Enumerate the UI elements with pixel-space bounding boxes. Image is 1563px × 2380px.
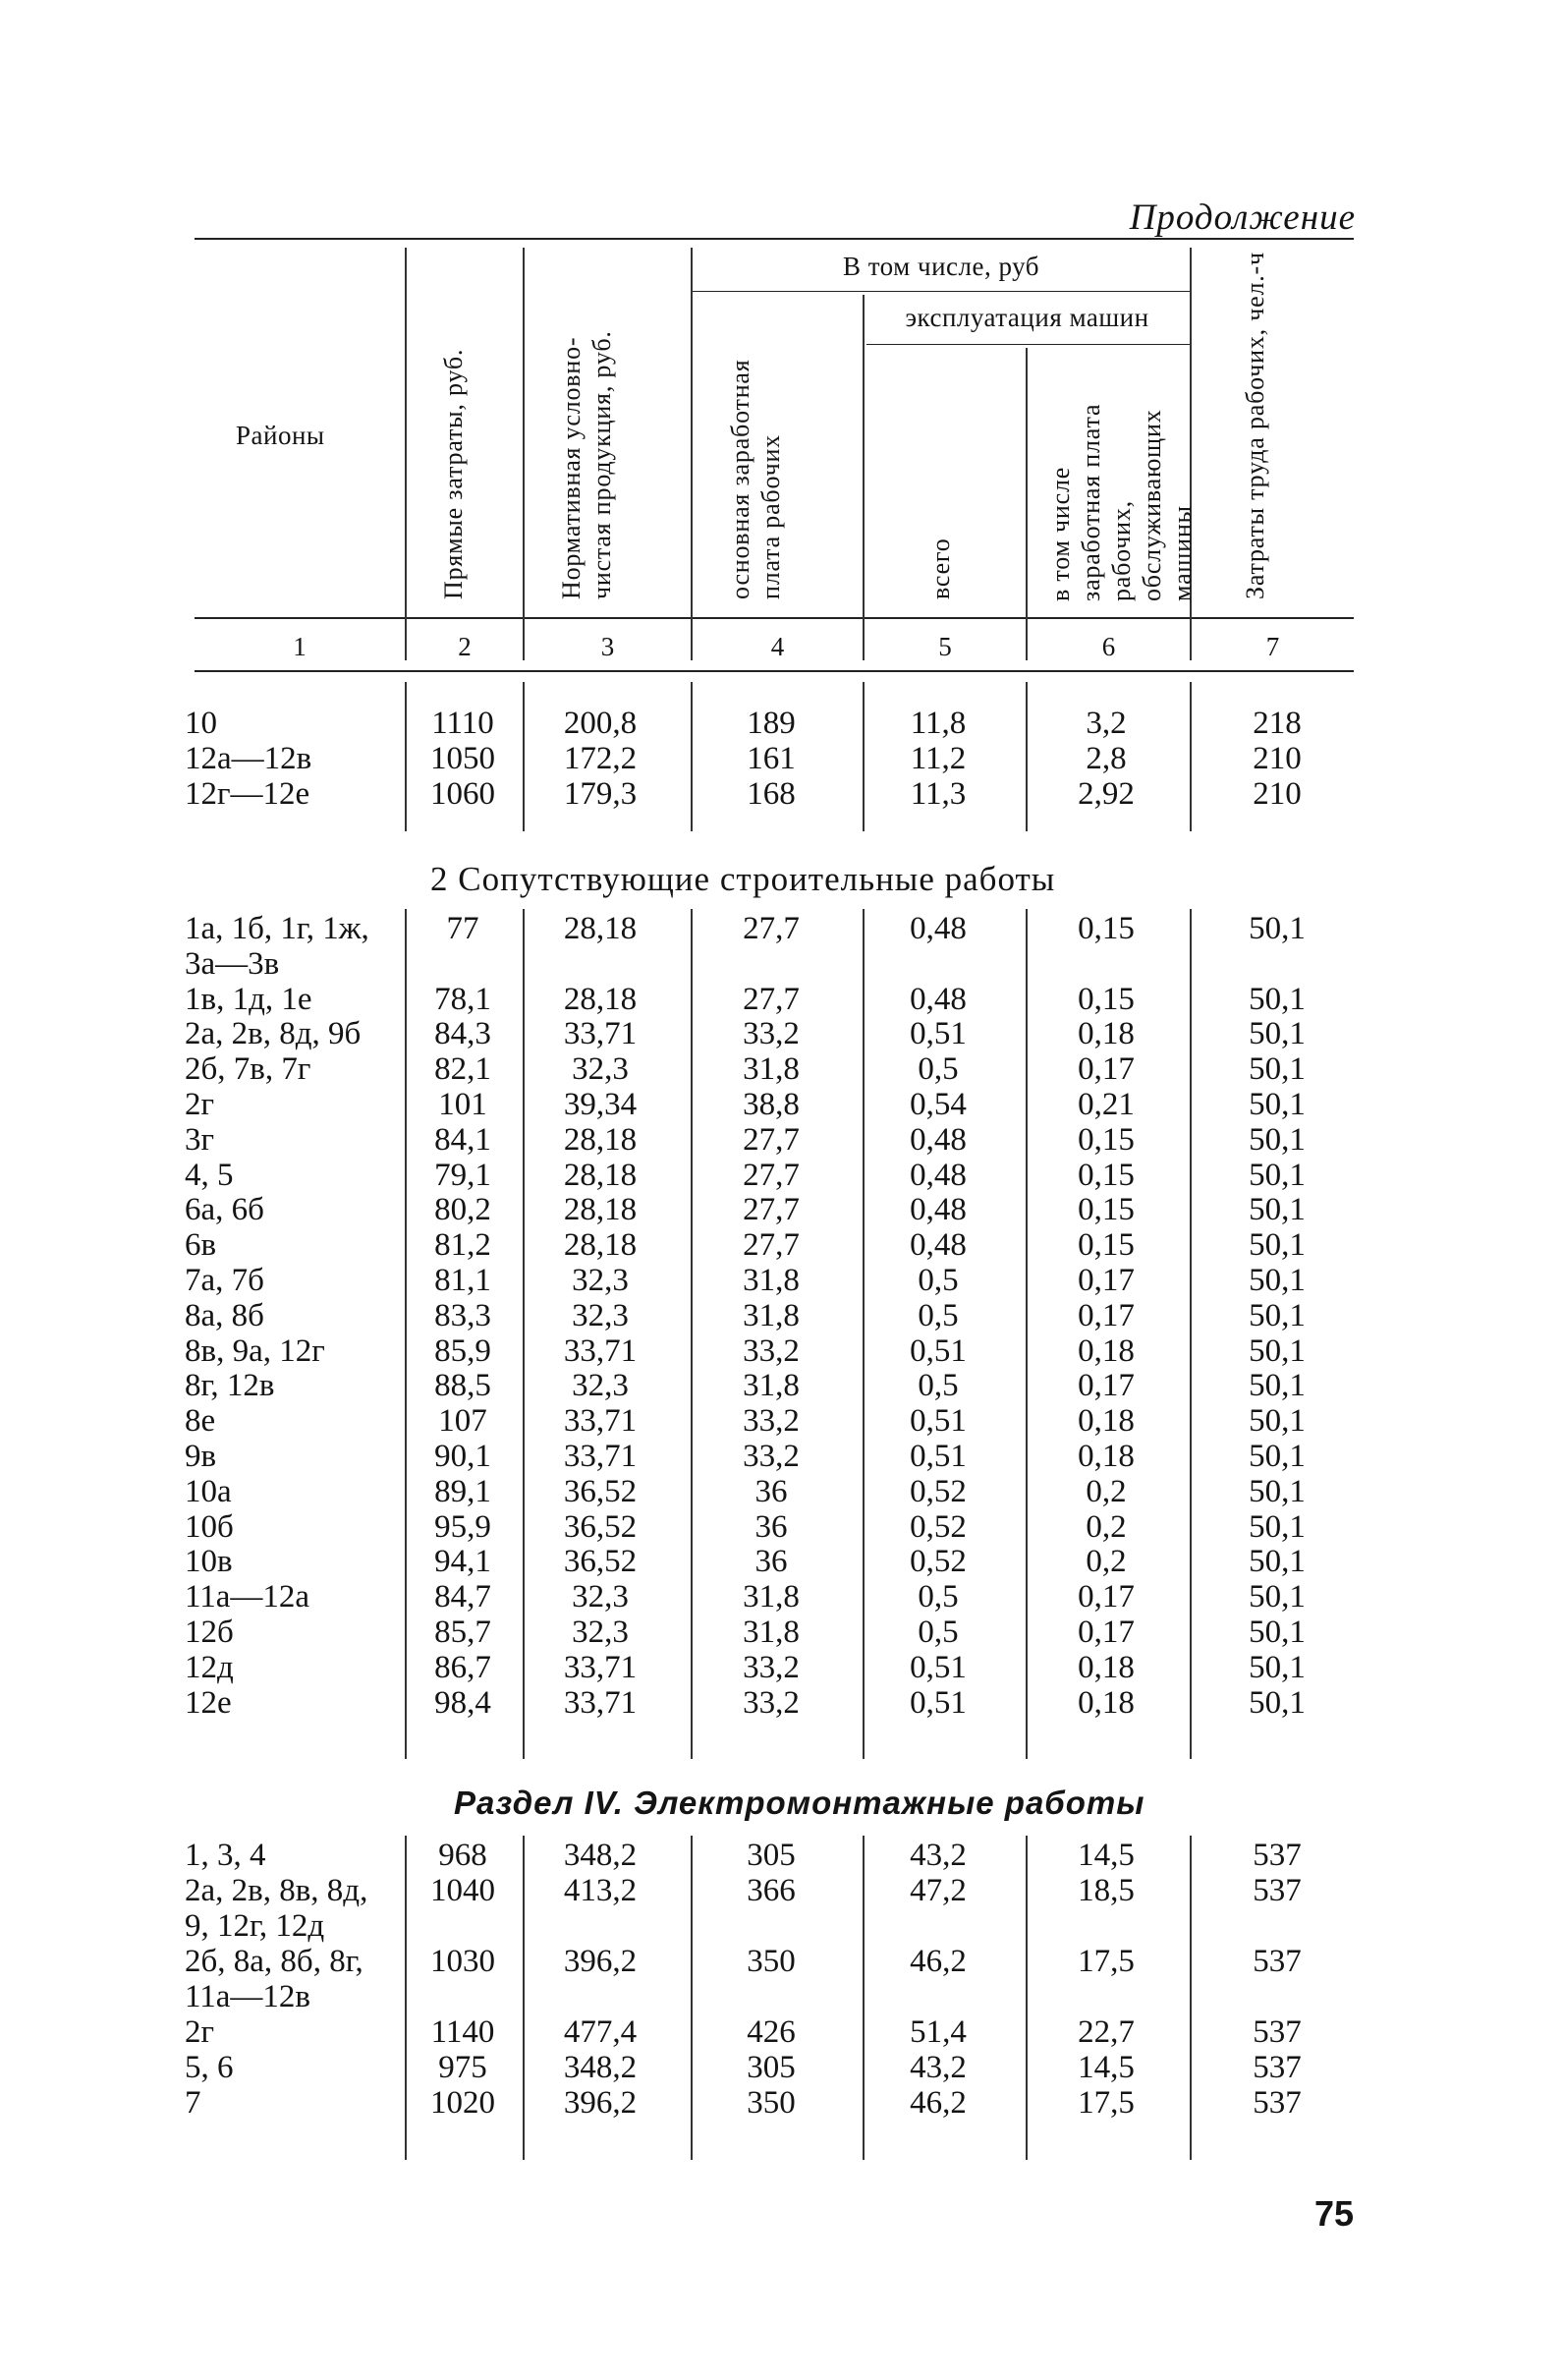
col-number: 4 — [770, 632, 785, 661]
value-cell: 0,5 — [918, 1297, 959, 1333]
value-cell: 14,5 — [1078, 2050, 1135, 2085]
header-including: В том числе, руб — [842, 252, 1040, 281]
value-cell: 11,3 — [910, 776, 967, 812]
value-cell: 0,17 — [1078, 1579, 1135, 1615]
value-cell: 1140 — [430, 2014, 495, 2050]
table-row — [0, 1016, 1563, 1051]
table-row — [0, 1650, 1563, 1685]
value-cell: 90,1 — [434, 1439, 491, 1474]
table-row — [0, 1051, 1563, 1087]
region-cell: 10а — [185, 1473, 232, 1509]
value-cell: 50,1 — [1249, 1016, 1306, 1052]
value-cell: 50,1 — [1249, 1332, 1306, 1369]
value-cell: 0,17 — [1078, 1051, 1135, 1088]
value-cell: 0,15 — [1078, 911, 1135, 946]
value-cell: 39,34 — [563, 1087, 638, 1122]
region-cell: 10 — [185, 706, 217, 741]
value-cell: 0,5 — [918, 1051, 959, 1088]
value-cell: 50,1 — [1249, 1684, 1306, 1721]
table-row — [0, 982, 1563, 1017]
value-cell: 33,71 — [563, 1684, 638, 1721]
value-cell: 27,7 — [743, 911, 800, 946]
value-cell: 975 — [438, 2050, 487, 2085]
table-row — [0, 1944, 1563, 1979]
col-separator — [405, 248, 407, 660]
value-cell: 0,18 — [1078, 1439, 1135, 1474]
value-cell: 0,52 — [910, 1473, 967, 1509]
value-cell: 0,51 — [910, 1439, 967, 1474]
region-cell: 2а, 2в, 8д, 9б — [185, 1016, 362, 1052]
value-cell: 477,4 — [563, 2014, 638, 2050]
region-cell: 8а, 8б — [185, 1297, 264, 1333]
value-cell: 94,1 — [434, 1544, 491, 1580]
value-cell: 0,17 — [1078, 1615, 1135, 1650]
value-cell: 1060 — [430, 776, 495, 812]
value-cell: 210 — [1253, 741, 1302, 776]
value-cell: 50,1 — [1249, 911, 1306, 946]
value-cell: 0,17 — [1078, 1297, 1135, 1333]
table-row — [0, 2085, 1563, 2121]
value-cell: 50,1 — [1249, 1087, 1306, 1122]
value-cell: 31,8 — [743, 1615, 800, 1650]
value-cell: 0,48 — [910, 1121, 967, 1158]
value-cell: 22,7 — [1078, 2014, 1135, 2050]
value-cell: 350 — [747, 1944, 796, 1979]
table-row — [0, 1158, 1563, 1193]
value-cell: 50,1 — [1249, 1157, 1306, 1193]
value-cell: 50,1 — [1249, 1051, 1306, 1088]
value-cell: 18,5 — [1078, 1873, 1135, 1908]
value-cell: 79,1 — [434, 1157, 491, 1193]
region-cell: 12е — [185, 1684, 232, 1721]
value-cell: 0,5 — [918, 1263, 959, 1298]
value-cell: 0,51 — [910, 1332, 967, 1369]
value-cell: 50,1 — [1249, 1579, 1306, 1615]
value-cell: 161 — [747, 741, 796, 776]
value-cell: 36,52 — [563, 1544, 638, 1580]
value-cell: 32,3 — [572, 1368, 629, 1404]
value-cell: 0,54 — [910, 1087, 967, 1122]
value-cell: 36,52 — [563, 1508, 638, 1545]
value-cell: 33,2 — [743, 1403, 800, 1440]
table-row — [0, 1192, 1563, 1227]
table-row — [0, 1087, 1563, 1122]
value-cell: 50,1 — [1249, 1615, 1306, 1650]
value-cell: 50,1 — [1249, 1192, 1306, 1228]
value-cell: 0,5 — [918, 1615, 959, 1650]
value-cell: 28,18 — [563, 1192, 638, 1228]
value-cell: 81,2 — [434, 1227, 491, 1264]
value-cell: 80,2 — [434, 1192, 491, 1228]
value-cell: 32,3 — [572, 1297, 629, 1333]
region-cell: 11а—12а — [185, 1579, 310, 1615]
value-cell: 0,51 — [910, 1403, 967, 1440]
value-cell: 0,18 — [1078, 1016, 1135, 1052]
value-cell: 11,8 — [910, 706, 967, 741]
value-cell: 27,7 — [743, 981, 800, 1017]
table-row — [0, 1227, 1563, 1263]
value-cell: 28,18 — [563, 1121, 638, 1158]
value-cell: 348,2 — [563, 2050, 638, 2085]
region-cell: 12а—12в — [185, 741, 312, 776]
col-separator — [1026, 348, 1028, 660]
value-cell: 17,5 — [1078, 2085, 1135, 2121]
value-cell: 27,7 — [743, 1192, 800, 1228]
value-cell: 210 — [1253, 776, 1302, 812]
value-cell: 189 — [747, 706, 796, 741]
value-cell: 32,3 — [572, 1615, 629, 1650]
value-cell: 0,51 — [910, 1649, 967, 1685]
value-cell: 33,2 — [743, 1649, 800, 1685]
value-cell: 2,92 — [1078, 776, 1135, 812]
value-cell: 38,8 — [743, 1087, 800, 1122]
region-cell: 7 — [185, 2085, 201, 2121]
value-cell: 200,8 — [563, 706, 638, 741]
region-cell: 10в — [185, 1544, 233, 1580]
value-cell: 33,71 — [563, 1403, 638, 1440]
region-cell: 8г, 12в — [185, 1368, 275, 1404]
machines-rule — [866, 344, 1190, 345]
table-row — [0, 946, 1563, 982]
header-region: Районы — [236, 421, 325, 450]
value-cell: 0,5 — [918, 1368, 959, 1404]
value-cell: 0,48 — [910, 981, 967, 1017]
value-cell: 46,2 — [910, 1944, 967, 1979]
value-cell: 305 — [747, 2050, 796, 2085]
value-cell: 98,4 — [434, 1684, 491, 1721]
value-cell: 537 — [1253, 1944, 1302, 1979]
table-row — [0, 1474, 1563, 1509]
value-cell: 172,2 — [563, 741, 638, 776]
region-cell: 2г — [185, 2014, 215, 2050]
value-cell: 50,1 — [1249, 1473, 1306, 1509]
col-number: 5 — [938, 632, 952, 661]
value-cell: 3,2 — [1086, 706, 1127, 741]
value-cell: 101 — [438, 1087, 487, 1122]
value-cell: 33,71 — [563, 1439, 638, 1474]
region-cell: 3г — [185, 1121, 215, 1158]
value-cell: 27,7 — [743, 1157, 800, 1193]
value-cell: 0,18 — [1078, 1403, 1135, 1440]
value-cell: 50,1 — [1249, 1121, 1306, 1158]
page-number: 75 — [1313, 2193, 1354, 2234]
value-cell: 50,1 — [1249, 1297, 1306, 1333]
table-top-rule — [195, 238, 1354, 240]
value-cell: 0,48 — [910, 1192, 967, 1228]
value-cell: 0,51 — [910, 1684, 967, 1721]
col-number: 7 — [1265, 632, 1280, 661]
value-cell: 85,7 — [434, 1615, 491, 1650]
value-cell: 88,5 — [434, 1368, 491, 1404]
table-row — [0, 1263, 1563, 1298]
value-cell: 0,2 — [1086, 1508, 1127, 1545]
region-cell: 12г—12е — [185, 776, 310, 812]
value-cell: 36 — [754, 1508, 788, 1545]
table-row — [0, 1298, 1563, 1333]
table-row — [0, 776, 1563, 812]
header-bottom-rule — [195, 617, 1354, 619]
value-cell: 2,8 — [1086, 741, 1127, 776]
region-cell: 9, 12г, 12д — [185, 1908, 325, 1944]
value-cell: 84,1 — [434, 1121, 491, 1158]
value-cell: 33,71 — [563, 1016, 638, 1052]
value-cell: 1030 — [430, 1944, 495, 1979]
value-cell: 413,2 — [563, 1873, 638, 1908]
value-cell: 84,7 — [434, 1579, 491, 1615]
section4-title: Раздел IV. Электромонтажные работы — [454, 1785, 1145, 1821]
section2-title: 2 Сопутствующие строительные работы — [430, 860, 1056, 898]
value-cell: 1110 — [431, 706, 494, 741]
value-cell: 85,9 — [434, 1332, 491, 1369]
table-row — [0, 1403, 1563, 1439]
region-cell: 12б — [185, 1615, 234, 1650]
table-row — [0, 1685, 1563, 1721]
region-cell: 12д — [185, 1649, 234, 1685]
value-cell: 0,15 — [1078, 1192, 1135, 1228]
value-cell: 0,18 — [1078, 1649, 1135, 1685]
table-row — [0, 1333, 1563, 1369]
value-cell: 1020 — [430, 2085, 495, 2121]
value-cell: 537 — [1253, 2014, 1302, 2050]
table-row — [0, 1439, 1563, 1474]
col-number: 1 — [293, 632, 307, 661]
table-row — [0, 1979, 1563, 2014]
col-number: 3 — [600, 632, 615, 661]
col-number-rule — [195, 670, 1354, 672]
table-row — [0, 1122, 1563, 1158]
value-cell: 0,18 — [1078, 1332, 1135, 1369]
value-cell: 32,3 — [572, 1579, 629, 1615]
value-cell: 84,3 — [434, 1016, 491, 1052]
region-cell: 9в — [185, 1439, 217, 1474]
value-cell: 78,1 — [434, 981, 491, 1017]
value-cell: 36 — [754, 1544, 788, 1580]
value-cell: 33,2 — [743, 1332, 800, 1369]
value-cell: 32,3 — [572, 1263, 629, 1298]
table-row — [0, 911, 1563, 946]
value-cell: 0,52 — [910, 1508, 967, 1545]
table-row — [0, 1368, 1563, 1403]
header-machines: эксплуатация машин — [905, 303, 1149, 332]
value-cell: 350 — [747, 2085, 796, 2121]
value-cell: 31,8 — [743, 1051, 800, 1088]
value-cell: 32,3 — [572, 1051, 629, 1088]
value-cell: 81,1 — [434, 1263, 491, 1298]
value-cell: 31,8 — [743, 1263, 800, 1298]
value-cell: 0,2 — [1086, 1544, 1127, 1580]
region-cell: 2а, 2в, 8в, 8д, — [185, 1873, 368, 1908]
table-row — [0, 706, 1563, 741]
value-cell: 82,1 — [434, 1051, 491, 1088]
value-cell: 0,15 — [1078, 1227, 1135, 1264]
value-cell: 33,2 — [743, 1684, 800, 1721]
value-cell: 537 — [1253, 1873, 1302, 1908]
value-cell: 31,8 — [743, 1579, 800, 1615]
continuation-label: Продолжение — [1129, 198, 1356, 238]
region-cell: 5, 6 — [185, 2050, 234, 2085]
region-cell: 1в, 1д, 1е — [185, 981, 312, 1017]
value-cell: 0,48 — [910, 911, 967, 946]
value-cell: 179,3 — [563, 776, 638, 812]
value-cell: 0,15 — [1078, 981, 1135, 1017]
region-cell: 1а, 1б, 1г, 1ж, — [185, 911, 369, 946]
region-cell: 4, 5 — [185, 1157, 234, 1193]
value-cell: 43,2 — [910, 2050, 967, 2085]
value-cell: 46,2 — [910, 2085, 967, 2121]
value-cell: 83,3 — [434, 1297, 491, 1333]
value-cell: 77 — [446, 911, 479, 946]
col-separator — [523, 248, 525, 660]
value-cell: 50,1 — [1249, 1227, 1306, 1264]
region-cell: 11а—12в — [185, 1979, 311, 2014]
region-cell: 6а, 6б — [185, 1192, 264, 1228]
value-cell: 305 — [747, 1838, 796, 1873]
value-cell: 50,1 — [1249, 1368, 1306, 1404]
header-labor: Затраты труда рабочих, чел.-ч — [1241, 252, 1269, 599]
value-cell: 396,2 — [563, 1944, 638, 1979]
table-row — [0, 2014, 1563, 2050]
table-row — [0, 741, 1563, 776]
value-cell: 0,21 — [1078, 1087, 1135, 1122]
value-cell: 0,15 — [1078, 1157, 1135, 1193]
value-cell: 36 — [754, 1473, 788, 1509]
value-cell: 50,1 — [1249, 1263, 1306, 1298]
value-cell: 1050 — [430, 741, 495, 776]
table-row — [0, 1838, 1563, 1873]
value-cell: 50,1 — [1249, 1544, 1306, 1580]
value-cell: 0,48 — [910, 1227, 967, 1264]
value-cell: 537 — [1253, 2050, 1302, 2085]
value-cell: 366 — [747, 1873, 796, 1908]
value-cell: 47,2 — [910, 1873, 967, 1908]
header-direct-costs: Прямые затраты, руб. — [439, 348, 468, 599]
value-cell: 50,1 — [1249, 1649, 1306, 1685]
value-cell: 28,18 — [563, 1157, 638, 1193]
table-row — [0, 1544, 1563, 1579]
header-normative: Нормативная условно-чистая продукция, руб. — [557, 330, 616, 599]
table-row — [0, 2050, 1563, 2085]
region-cell: 6в — [185, 1227, 217, 1264]
value-cell: 168 — [747, 776, 796, 812]
region-cell: 8е — [185, 1403, 216, 1440]
value-cell: 537 — [1253, 1838, 1302, 1873]
value-cell: 11,2 — [910, 741, 967, 776]
header-machines-total: всего — [926, 538, 955, 599]
value-cell: 0,48 — [910, 1157, 967, 1193]
value-cell: 1040 — [430, 1873, 495, 1908]
value-cell: 396,2 — [563, 2085, 638, 2121]
value-cell: 14,5 — [1078, 1838, 1135, 1873]
value-cell: 31,8 — [743, 1368, 800, 1404]
including-rule — [693, 291, 1190, 292]
value-cell: 218 — [1253, 706, 1302, 741]
region-cell: 10б — [185, 1508, 234, 1545]
value-cell: 0,17 — [1078, 1263, 1135, 1298]
value-cell: 0,17 — [1078, 1368, 1135, 1404]
value-cell: 28,18 — [563, 911, 638, 946]
value-cell: 36,52 — [563, 1473, 638, 1509]
value-cell: 968 — [438, 1838, 487, 1873]
value-cell: 17,5 — [1078, 1944, 1135, 1979]
value-cell: 95,9 — [434, 1508, 491, 1545]
value-cell: 51,4 — [910, 2014, 967, 2050]
value-cell: 27,7 — [743, 1227, 800, 1264]
col-separator — [863, 295, 865, 660]
table-row — [0, 1509, 1563, 1545]
value-cell: 537 — [1253, 2085, 1302, 2121]
value-cell: 426 — [747, 2014, 796, 2050]
value-cell: 28,18 — [563, 1227, 638, 1264]
header-base-wage: основная заработная плата рабочих — [726, 359, 785, 599]
col-number: 2 — [458, 632, 472, 661]
value-cell: 33,2 — [743, 1016, 800, 1052]
value-cell: 50,1 — [1249, 1508, 1306, 1545]
value-cell: 0,51 — [910, 1016, 967, 1052]
value-cell: 33,71 — [563, 1649, 638, 1685]
value-cell: 0,52 — [910, 1544, 967, 1580]
value-cell: 348,2 — [563, 1838, 638, 1873]
value-cell: 50,1 — [1249, 981, 1306, 1017]
value-cell: 33,71 — [563, 1332, 638, 1369]
col-separator — [691, 248, 693, 660]
value-cell: 50,1 — [1249, 1439, 1306, 1474]
region-cell: 8в, 9а, 12г — [185, 1332, 325, 1369]
region-cell: 2г — [185, 1087, 215, 1122]
value-cell: 31,8 — [743, 1297, 800, 1333]
region-cell: 1, 3, 4 — [185, 1838, 266, 1873]
region-cell: 2б, 8а, 8б, 8г, — [185, 1944, 363, 1979]
value-cell: 43,2 — [910, 1838, 967, 1873]
value-cell: 50,1 — [1249, 1403, 1306, 1440]
value-cell: 27,7 — [743, 1121, 800, 1158]
value-cell: 0,18 — [1078, 1684, 1135, 1721]
table-row — [0, 1908, 1563, 1944]
value-cell: 28,18 — [563, 981, 638, 1017]
value-cell: 0,15 — [1078, 1121, 1135, 1158]
value-cell: 89,1 — [434, 1473, 491, 1509]
region-cell: 3а—3в — [185, 945, 280, 982]
table-row — [0, 1873, 1563, 1908]
value-cell: 86,7 — [434, 1649, 491, 1685]
value-cell: 0,2 — [1086, 1473, 1127, 1509]
value-cell: 33,2 — [743, 1439, 800, 1474]
header-machine-wage: в том числе заработная плата рабочих, обслуживающих машины — [1046, 403, 1197, 601]
value-cell: 107 — [438, 1403, 487, 1440]
value-cell: 0,5 — [918, 1579, 959, 1615]
region-cell: 2б, 7в, 7г — [185, 1051, 311, 1088]
table-row — [0, 1579, 1563, 1615]
region-cell: 7а, 7б — [185, 1263, 264, 1298]
col-number: 6 — [1101, 632, 1116, 661]
table-row — [0, 1615, 1563, 1650]
